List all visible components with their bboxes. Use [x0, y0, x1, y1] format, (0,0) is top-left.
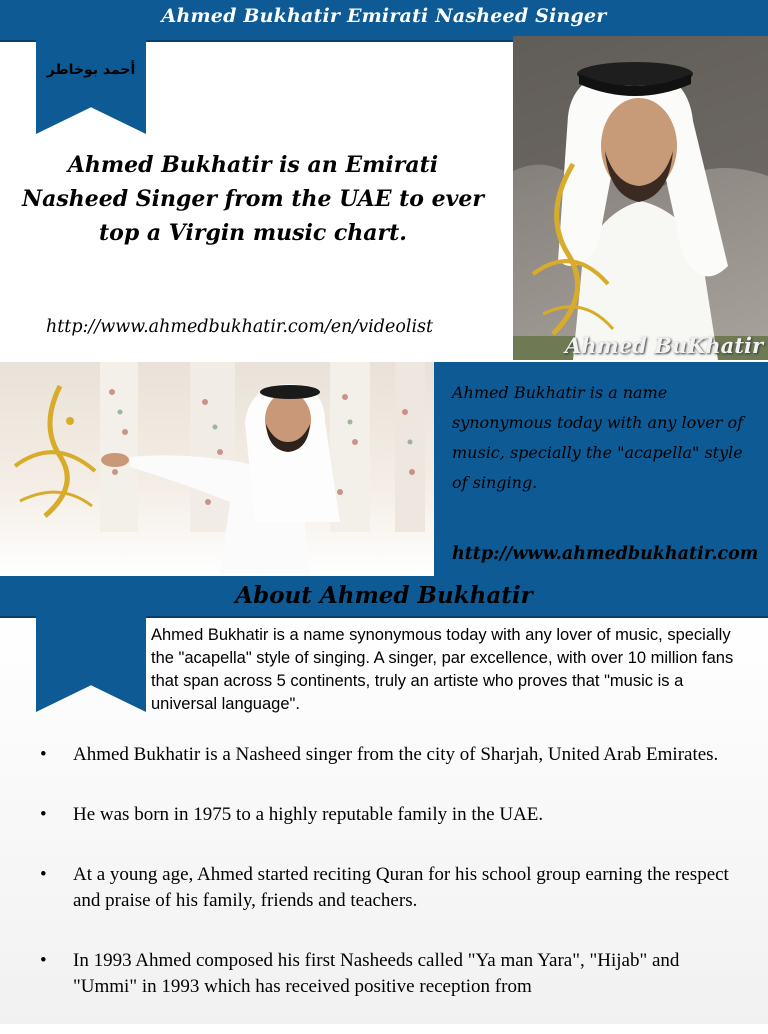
about-paragraph: Ahmed Bukhatir is a name synonymous today with any lover of music, specially the "acapella" style of singing. A singer, par excellence, with over 10 million fans that span across 5 continents, truly an artiste who proves that "music is a universal language". — [151, 626, 734, 713]
bullet-icon: • — [40, 744, 47, 765]
list-item-text: In 1993 Ahmed composed his first Nasheeds called "Ya man Yara", "Hijab" and "Ummi" in 1993 which has received positive reception from — [73, 950, 680, 997]
list-item-text: He was born in 1975 to a highly reputable family in the UAE. — [73, 804, 544, 825]
list-item — [30, 948, 730, 1000]
website-link[interactable]: http://www.ahmedbukhatir.com — [452, 544, 759, 564]
mosque-photo — [0, 362, 434, 574]
panel-text: Ahmed Bukhatir is a name synonymous today with any lover of music, specially the "acapella" style of singing. — [452, 383, 744, 492]
bullet-icon: • — [40, 950, 47, 971]
gold-calligraphy-icon — [513, 154, 633, 354]
bullet-icon: • — [40, 864, 47, 885]
list-item — [30, 862, 730, 914]
bullet-icon: • — [40, 804, 47, 825]
gold-logo-icon — [0, 376, 110, 526]
list-item — [30, 742, 730, 768]
photo-watermark: Ahmed BuKhatir — [565, 333, 764, 358]
page-title: Ahmed Bukhatir Emirati Nasheed Singer — [161, 5, 607, 27]
list-item-text: Ahmed Bukhatir is a Nasheed singer from the city of Sharjah, United Arab Emirates. — [73, 744, 719, 765]
arabic-name: أحمد بوخاطر — [46, 62, 136, 78]
videolist-link[interactable]: http://www.ahmedbukhatir.com/en/videolist — [46, 317, 434, 337]
list-item-text: At a young age, Ahmed started reciting Quran for his school group earning the respect and praise of his family, friends and teachers. — [73, 864, 729, 911]
about-title: About Ahmed Bukhatir — [235, 582, 533, 609]
portrait-photo — [513, 36, 768, 360]
intro-heading: Ahmed Bukhatir is an Emirati Nasheed Singer from the UAE to ever top a Virgin music chart. — [22, 152, 484, 246]
bullet-list — [30, 742, 730, 1034]
list-item — [30, 802, 730, 828]
